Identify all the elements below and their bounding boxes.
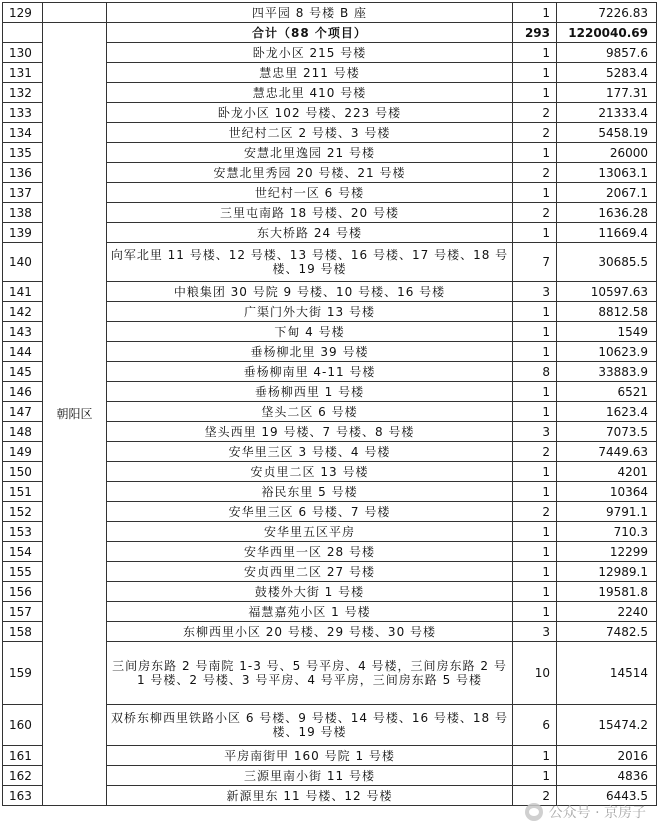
building-count: 1 <box>513 3 557 23</box>
area-value: 7073.5 <box>557 422 657 442</box>
building-count: 1 <box>513 402 557 422</box>
project-name: 三间房东路 2 号南院 1-3 号、5 号平房、4 号楼，三间房东路 2 号 1 号楼、2 号楼、3 号平房、4 号平房，三间房东路 5 号楼 <box>107 642 513 705</box>
project-name: 安慧北里秀园 20 号楼、21 号楼 <box>107 163 513 183</box>
building-count: 2 <box>513 203 557 223</box>
row-number: 149 <box>3 442 43 462</box>
area-value: 2067.1 <box>557 183 657 203</box>
row-number: 131 <box>3 63 43 83</box>
row-number: 136 <box>3 163 43 183</box>
project-name: 双桥东柳西里铁路小区 6 号楼、9 号楼、14 号楼、16 号楼、18 号楼、19 号楼 <box>107 705 513 746</box>
project-name: 安华里三区 6 号楼、7 号楼 <box>107 502 513 522</box>
row-number: 161 <box>3 746 43 766</box>
building-count: 8 <box>513 362 557 382</box>
area-value: 5283.4 <box>557 63 657 83</box>
row-number: 144 <box>3 342 43 362</box>
building-count: 3 <box>513 422 557 442</box>
project-name: 慧忠北里 410 号楼 <box>107 83 513 103</box>
area-value: 14514 <box>557 642 657 705</box>
building-count: 1 <box>513 43 557 63</box>
building-count: 1 <box>513 63 557 83</box>
area-value: 1636.28 <box>557 203 657 223</box>
project-name: 三源里南小街 11 号楼 <box>107 766 513 786</box>
row-number: 138 <box>3 203 43 223</box>
building-count: 3 <box>513 282 557 302</box>
project-name: 垂杨柳西里 1 号楼 <box>107 382 513 402</box>
area-value: 15474.2 <box>557 705 657 746</box>
area-value: 4201 <box>557 462 657 482</box>
project-name: 裕民东里 5 号楼 <box>107 482 513 502</box>
row-number: 129 <box>3 3 43 23</box>
row-number: 147 <box>3 402 43 422</box>
area-value: 1623.4 <box>557 402 657 422</box>
area-value: 4836 <box>557 766 657 786</box>
project-name: 东柳西里小区 20 号楼、29 号楼、30 号楼 <box>107 622 513 642</box>
building-count: 6 <box>513 705 557 746</box>
building-count: 2 <box>513 786 557 806</box>
building-count: 1 <box>513 482 557 502</box>
project-name: 卧龙小区 215 号楼 <box>107 43 513 63</box>
project-name: 四平园 8 号楼 B 座 <box>107 3 513 23</box>
row-number: 146 <box>3 382 43 402</box>
project-table <box>2 2 657 806</box>
area-value: 13063.1 <box>557 163 657 183</box>
area-value: 7226.83 <box>557 3 657 23</box>
area-value: 7449.63 <box>557 442 657 462</box>
area-value: 2016 <box>557 746 657 766</box>
district-label: 朝阳区 <box>56 407 93 421</box>
building-count: 1 <box>513 83 557 103</box>
row-number: 157 <box>3 602 43 622</box>
project-name: 广渠门外大街 13 号楼 <box>107 302 513 322</box>
project-name: 慧忠里 211 号楼 <box>107 63 513 83</box>
row-number: 154 <box>3 542 43 562</box>
project-name: 福慧嘉苑小区 1 号楼 <box>107 602 513 622</box>
area-value: 710.3 <box>557 522 657 542</box>
area-value: 9791.1 <box>557 502 657 522</box>
total-area: 1220040.69 <box>557 23 657 43</box>
total-count: 293 <box>513 23 557 43</box>
building-count: 2 <box>513 123 557 143</box>
project-name: 安慧北里逸园 21 号楼 <box>107 143 513 163</box>
project-name: 垡头西里 19 号楼、7 号楼、8 号楼 <box>107 422 513 442</box>
project-name: 安贞里二区 13 号楼 <box>107 462 513 482</box>
building-count: 10 <box>513 642 557 705</box>
area-value: 2240 <box>557 602 657 622</box>
district-cell-blank <box>43 3 107 23</box>
building-count: 1 <box>513 602 557 622</box>
project-name: 中粮集团 30 号院 9 号楼、10 号楼、16 号楼 <box>107 282 513 302</box>
row-number: 145 <box>3 362 43 382</box>
district-cell <box>43 23 107 806</box>
project-name: 卧龙小区 102 号楼、223 号楼 <box>107 103 513 123</box>
area-value: 30685.5 <box>557 243 657 282</box>
row-number: 151 <box>3 482 43 502</box>
project-name: 鼓楼外大街 1 号楼 <box>107 582 513 602</box>
building-count: 1 <box>513 342 557 362</box>
row-number: 153 <box>3 522 43 542</box>
row-number: 158 <box>3 622 43 642</box>
area-value: 9857.6 <box>557 43 657 63</box>
building-count: 1 <box>513 462 557 482</box>
wechat-icon <box>525 803 543 821</box>
row-number: 141 <box>3 282 43 302</box>
area-value: 7482.5 <box>557 622 657 642</box>
building-count: 1 <box>513 746 557 766</box>
watermark <box>525 802 646 822</box>
row-number: 142 <box>3 302 43 322</box>
building-count: 1 <box>513 183 557 203</box>
building-count: 1 <box>513 522 557 542</box>
row-number: 134 <box>3 123 43 143</box>
row-number: 140 <box>3 243 43 282</box>
area-value: 6521 <box>557 382 657 402</box>
building-count: 1 <box>513 582 557 602</box>
area-value: 1549 <box>557 322 657 342</box>
project-name: 垂杨柳南里 4-11 号楼 <box>107 362 513 382</box>
building-count: 7 <box>513 243 557 282</box>
project-name: 向军北里 11 号楼、12 号楼、13 号楼、16 号楼、17 号楼、18 号楼、19 号楼 <box>107 243 513 282</box>
building-count: 3 <box>513 622 557 642</box>
row-number: 150 <box>3 462 43 482</box>
area-value: 26000 <box>557 143 657 163</box>
row-number: 152 <box>3 502 43 522</box>
area-value: 10623.9 <box>557 342 657 362</box>
row-number: 148 <box>3 422 43 442</box>
building-count: 1 <box>513 766 557 786</box>
project-name: 下甸 4 号楼 <box>107 322 513 342</box>
project-name: 世纪村二区 2 号楼、3 号楼 <box>107 123 513 143</box>
building-count: 1 <box>513 143 557 163</box>
area-value: 11669.4 <box>557 223 657 243</box>
total-label: 合计（88 个项目） <box>107 23 513 43</box>
row-number <box>3 23 43 43</box>
area-value: 8812.58 <box>557 302 657 322</box>
project-name: 世纪村一区 6 号楼 <box>107 183 513 203</box>
area-value: 177.31 <box>557 83 657 103</box>
project-name: 安华里五区平房 <box>107 522 513 542</box>
project-name: 垡头二区 6 号楼 <box>107 402 513 422</box>
row-number: 155 <box>3 562 43 582</box>
project-name: 安华里三区 3 号楼、4 号楼 <box>107 442 513 462</box>
building-count: 1 <box>513 223 557 243</box>
area-value: 10364 <box>557 482 657 502</box>
building-count: 1 <box>513 542 557 562</box>
project-name: 三里屯南路 18 号楼、20 号楼 <box>107 203 513 223</box>
row-number: 159 <box>3 642 43 705</box>
building-count: 2 <box>513 502 557 522</box>
table-row <box>3 3 657 23</box>
building-count: 2 <box>513 442 557 462</box>
area-value: 21333.4 <box>557 103 657 123</box>
project-name: 垂杨柳北里 39 号楼 <box>107 342 513 362</box>
project-name: 新源里东 11 号楼、12 号楼 <box>107 786 513 806</box>
building-count: 1 <box>513 322 557 342</box>
row-number: 162 <box>3 766 43 786</box>
project-name: 安华西里一区 28 号楼 <box>107 542 513 562</box>
area-value: 33883.9 <box>557 362 657 382</box>
area-value: 10597.63 <box>557 282 657 302</box>
row-number: 160 <box>3 705 43 746</box>
row-number: 137 <box>3 183 43 203</box>
area-value: 12299 <box>557 542 657 562</box>
area-value: 19581.8 <box>557 582 657 602</box>
building-count: 2 <box>513 163 557 183</box>
total-row <box>3 23 657 43</box>
project-name: 安贞西里二区 27 号楼 <box>107 562 513 582</box>
row-number: 143 <box>3 322 43 342</box>
building-count: 1 <box>513 302 557 322</box>
row-number: 139 <box>3 223 43 243</box>
building-count: 1 <box>513 382 557 402</box>
row-number: 130 <box>3 43 43 63</box>
row-number: 132 <box>3 83 43 103</box>
building-count: 2 <box>513 103 557 123</box>
building-count: 1 <box>513 562 557 582</box>
area-value: 12989.1 <box>557 562 657 582</box>
project-name: 平房南街甲 160 号院 1 号楼 <box>107 746 513 766</box>
row-number: 163 <box>3 786 43 806</box>
area-value: 6443.5 <box>557 786 657 806</box>
watermark-text: 公众号 · 京房子 <box>548 805 646 821</box>
row-number: 156 <box>3 582 43 602</box>
project-name: 东大桥路 24 号楼 <box>107 223 513 243</box>
area-value: 5458.19 <box>557 123 657 143</box>
row-number: 133 <box>3 103 43 123</box>
row-number: 135 <box>3 143 43 163</box>
